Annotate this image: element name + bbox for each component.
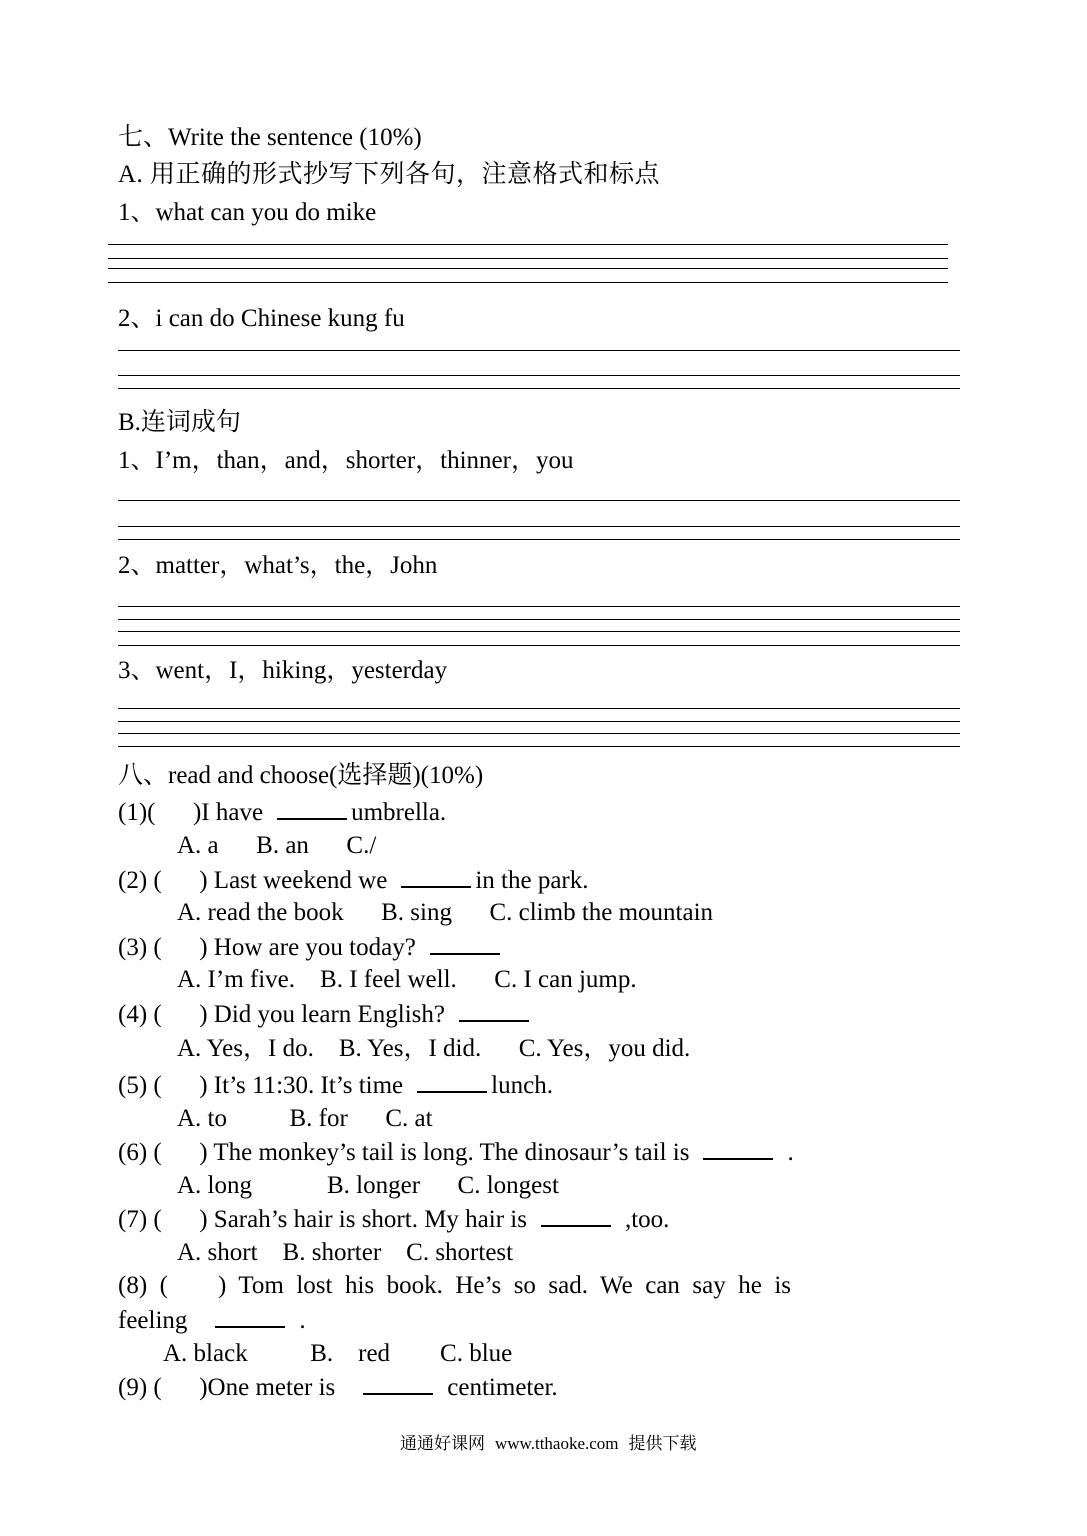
question-4-options: A. Yes，I do. B. Yes，I did. C. Yes，you did. [177, 1035, 691, 1062]
section-7-title: 七、Write the sentence (10%) [118, 124, 422, 151]
question-3-text: (3) ( ) How are you today? [118, 934, 416, 961]
question-5-text-end: lunch. [491, 1072, 553, 1099]
answer-blank[interactable] [401, 865, 471, 888]
question-8-line-1: (8) ( ) Tom lost his book. He’s so sad. We can say he is [118, 1272, 792, 1299]
answer-blank[interactable] [363, 1372, 433, 1395]
footer-site-name: 通通好课网 [400, 1434, 485, 1453]
part-a-instruction: A. 用正确的形式抄写下列各句，注意格式和标点 [118, 161, 661, 188]
writing-line [118, 631, 960, 632]
question-4 [118, 999, 533, 1030]
part-a-item-2: 2、i can do Chinese kung fu [118, 305, 405, 332]
writing-line [118, 721, 960, 722]
part-b-item-3: 3、went，I，hiking，yesterday [118, 657, 448, 684]
question-7-text-end: ,too. [624, 1206, 670, 1233]
question-1-options: A. a B. an C./ [177, 832, 377, 859]
question-3-options: A. I’m five. B. I feel well. C. I can jump. [177, 966, 637, 993]
writing-line [118, 619, 960, 620]
footer-download: 提供下载 [628, 1434, 697, 1453]
answer-blank[interactable] [215, 1305, 285, 1328]
part-b-item-1: 1、I’m，than，and，shorter，thinner，you [118, 447, 574, 474]
question-5 [118, 1070, 553, 1101]
writing-line [108, 244, 948, 245]
part-a-item-1: 1、what can you do mike [118, 199, 377, 226]
writing-line [118, 708, 960, 709]
question-6 [118, 1137, 794, 1168]
question-8-line-2 [118, 1305, 306, 1336]
question-2 [118, 865, 589, 896]
answer-blank[interactable] [430, 932, 500, 955]
writing-line [118, 375, 960, 376]
writing-line [118, 746, 960, 747]
question-6-options: A. long B. longer C. longest [177, 1172, 559, 1199]
writing-line [118, 733, 960, 734]
question-4-text: (4) ( ) Did you learn English? [118, 1001, 446, 1028]
answer-blank[interactable] [703, 1137, 773, 1160]
writing-line [118, 350, 960, 351]
question-2-text-end: in the park. [475, 867, 589, 894]
section-8-title: 八、read and choose(选择题)(10%) [118, 762, 484, 789]
writing-line [118, 539, 960, 540]
question-5-options: A. to B. for C. at [177, 1105, 433, 1132]
writing-line [108, 258, 948, 259]
writing-line [118, 645, 960, 646]
writing-line [118, 388, 960, 389]
question-2-options: A. read the book B. sing C. climb the mountain [177, 899, 714, 926]
question-9-text-end: centimeter. [447, 1374, 558, 1401]
question-7 [118, 1204, 669, 1235]
question-2-text: (2) ( ) Last weekend we [118, 867, 388, 894]
writing-line [118, 606, 960, 607]
question-7-options: A. short B. shorter C. shortest [177, 1239, 514, 1266]
writing-line [108, 268, 948, 269]
part-b-instruction: B.连词成句 [118, 409, 241, 436]
answer-blank[interactable] [541, 1204, 611, 1227]
answer-blank[interactable] [417, 1070, 487, 1093]
writing-line [118, 526, 960, 527]
part-b-item-2: 2、matter，what’s，the，John [118, 552, 438, 579]
question-5-text: (5) ( ) It’s 11:30. It’s time [118, 1072, 404, 1099]
question-1-text: (1)( )I have [118, 799, 264, 826]
question-7-text: (7) ( ) Sarah’s hair is short. My hair is [118, 1206, 527, 1233]
answer-blank[interactable] [459, 999, 529, 1022]
question-8-text-end: . [299, 1307, 306, 1334]
footer-url[interactable]: www.tthaoke.com [495, 1434, 619, 1453]
question-6-text-end: . [787, 1139, 794, 1166]
question-9 [118, 1372, 558, 1403]
question-3 [118, 932, 504, 963]
answer-blank[interactable] [277, 797, 347, 820]
writing-line [118, 500, 960, 501]
footer [383, 1408, 707, 1480]
question-1-text-end: umbrella. [351, 799, 447, 826]
question-8-text: feeling [118, 1307, 188, 1334]
question-8-options: A. black B. red C. blue [163, 1340, 513, 1367]
writing-line [108, 282, 948, 283]
question-1 [118, 797, 446, 828]
question-9-text: (9) ( )One meter is [118, 1374, 336, 1401]
question-6-text: (6) ( ) The monkey’s tail is long. The dinosaur’s tail is [118, 1139, 690, 1166]
